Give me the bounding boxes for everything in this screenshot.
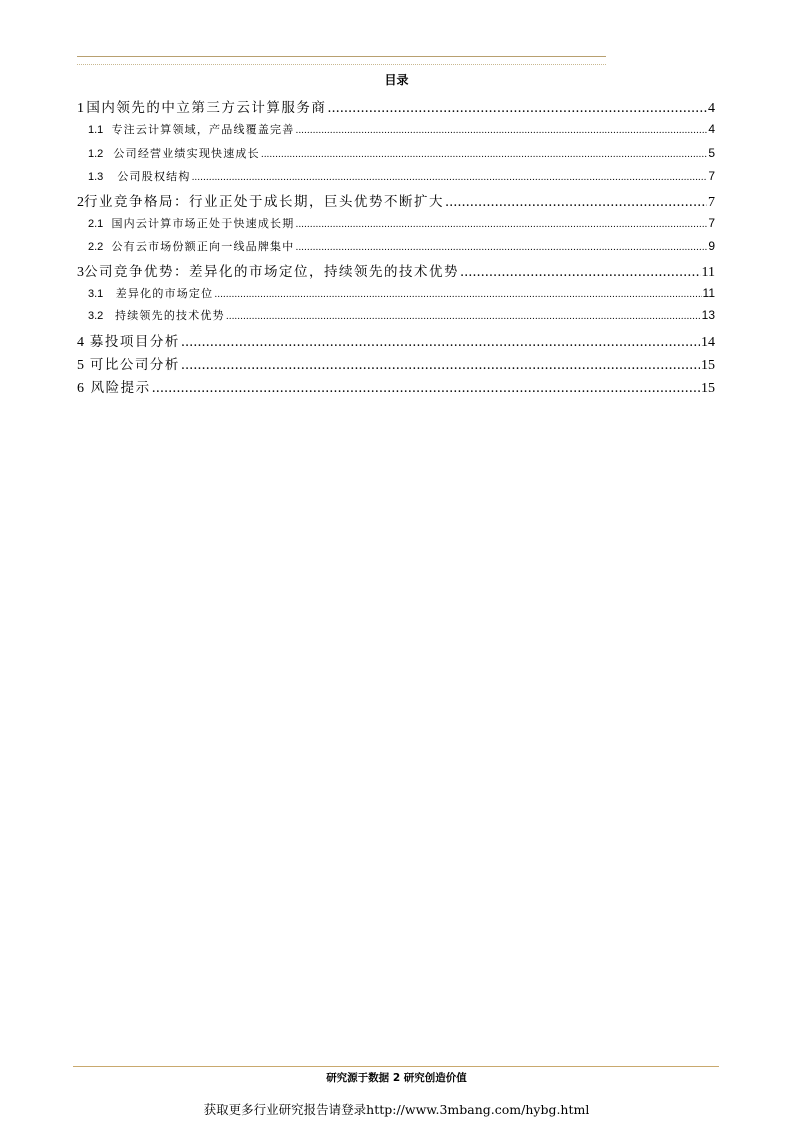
toc-dot-leader: [295, 220, 707, 230]
toc-entry-number: 3.1: [88, 288, 104, 300]
toc-dot-leader: [181, 358, 700, 373]
toc-dot-leader: [460, 265, 701, 280]
toc-entry-label: 国内领先的中立第三方云计算服务商: [86, 100, 327, 116]
toc-entry-label: 国内云计算市场正处于快速成长期: [111, 217, 295, 230]
toc-entry-page: 9: [708, 239, 715, 253]
toc-entry-page: 14: [701, 335, 715, 350]
toc-entry-label: 行业竞争格局：行业正处于成长期，巨头优势不断扩大: [84, 194, 444, 210]
toc-entry-number: 1.2: [88, 148, 104, 160]
toc-entry-page: 11: [701, 265, 715, 280]
toc-dot-leader: [295, 243, 707, 253]
toc-entry-number: 3: [77, 265, 84, 280]
toc-entry-page: 13: [701, 308, 715, 322]
toc-entry[interactable]: [77, 330, 715, 351]
toc-dot-leader: [261, 150, 707, 160]
toc-entry-page: 4: [708, 122, 715, 136]
toc-entry-label: 公司经营业绩实现快速成长: [113, 147, 260, 160]
toc-entry-number: 4: [77, 335, 84, 350]
toc-entry-number: 5: [77, 358, 84, 373]
toc-entry-number: 1.1: [88, 124, 104, 136]
toc-title: 目录: [384, 73, 409, 87]
toc-entry-label: 公有云市场份额正向一线品牌集中: [111, 240, 295, 253]
footer-slogan: 研究源于数据 2 研究创造价值: [326, 1072, 467, 1084]
footer-link[interactable]: 获取更多行业研究报告请登录http://www.3mbang.com/hybg.html: [203, 1102, 590, 1117]
toc-entry-page: 15: [701, 358, 715, 373]
toc-entry-page: 7: [708, 216, 715, 230]
toc-dot-leader: [214, 290, 701, 300]
toc-dot-leader: [181, 335, 700, 350]
toc-entry-number: 6: [77, 381, 84, 396]
toc-entry-number: 2.2: [88, 241, 104, 253]
toc-entry-page: 4: [708, 101, 715, 116]
toc-entry-number: 1.3: [88, 171, 104, 183]
toc-entry-page: 5: [708, 146, 715, 160]
toc-dot-leader: [327, 101, 707, 116]
header-rule: [77, 56, 606, 57]
toc-entry-label: 募投项目分析: [89, 334, 180, 350]
toc-entry-page: 11: [702, 286, 715, 300]
toc-entry[interactable]: [77, 353, 715, 374]
toc-dot-leader: [445, 195, 707, 210]
toc-entry-page: 7: [708, 169, 715, 183]
toc-entry[interactable]: [77, 96, 715, 117]
toc-entry-number: 2: [77, 195, 84, 210]
toc-entry[interactable]: [88, 145, 715, 161]
header-rule-dotted: [77, 64, 606, 65]
toc-entry[interactable]: [77, 376, 715, 397]
toc-entry[interactable]: [88, 307, 715, 323]
toc-entry-number: 3.2: [88, 310, 104, 322]
toc-entry[interactable]: [77, 190, 715, 211]
toc-entry[interactable]: [88, 285, 715, 301]
toc-entry-number: 2.1: [88, 218, 104, 230]
toc-entry[interactable]: [88, 238, 715, 254]
toc-entry[interactable]: [88, 121, 715, 137]
toc-dot-leader: [295, 126, 707, 136]
toc-entry-label: 公司股权结构: [117, 170, 191, 183]
toc-dot-leader: [192, 173, 708, 183]
toc-entry-number: 1: [77, 101, 84, 116]
toc-entry-label: 差异化的市场定位: [115, 287, 214, 300]
toc-entry[interactable]: [88, 215, 715, 231]
toc-entry-label: 专注云计算领域，产品线覆盖完善: [111, 123, 295, 136]
toc-entry-label: 持续领先的技术优势: [115, 309, 225, 322]
toc-dot-leader: [152, 381, 700, 396]
toc-entry-page: 7: [708, 195, 715, 210]
toc-entry-label: 可比公司分析: [89, 357, 180, 373]
toc-entry-label: 风险提示: [90, 380, 151, 396]
toc-entry[interactable]: [77, 260, 715, 281]
toc-entry-label: 公司竞争优势：差异化的市场定位，持续领先的技术优势: [84, 264, 459, 280]
footer-rule: [73, 1066, 719, 1067]
toc-entry-page: 15: [701, 381, 715, 396]
toc-dot-leader: [226, 312, 701, 322]
toc-entry[interactable]: [88, 168, 715, 184]
